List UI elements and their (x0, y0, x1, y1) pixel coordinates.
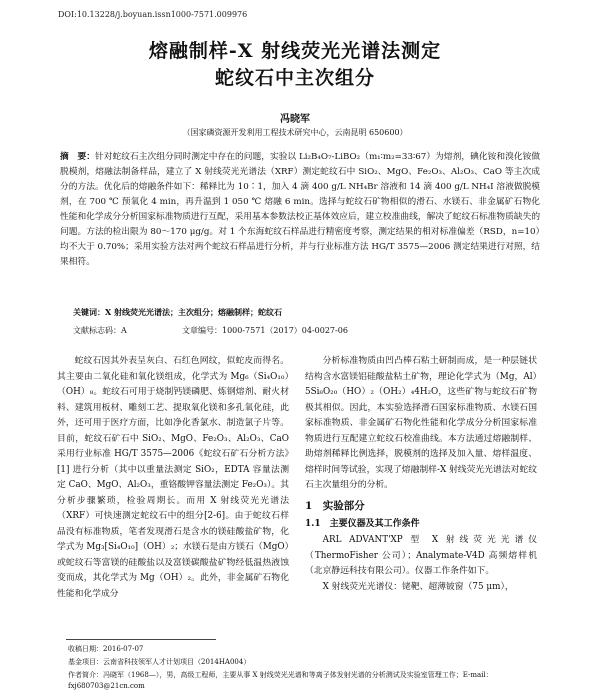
keywords: 关键词：X 射线荧光光谱法；主次组分；熔融制样；蛇纹石 (73, 307, 282, 317)
article-number: 文章编号：1000-7571（2017）04-0027-06 (182, 326, 348, 335)
abstract-label: 摘 要： (60, 152, 95, 162)
body-left-column (57, 354, 289, 602)
body-paragraph: X 射线荧光光谱仪：铑靶、超薄铍窗（75 μm）， (322, 581, 514, 592)
title-line-2: 蛇纹石中主次组分 (214, 67, 375, 89)
abstract-text: 针对蛇纹石主次组分同时测定中存在的问题，实验以 Li₂B₄O₇-LiBO₂（m₁∶m₂=33∶67）为熔剂，碘化铵和溴化铵做脱模剂，熔融法制备样品，建立了 X 射线荧光光谱法（XRF）测定蛇纹石中 SiO₂、MgO、Fe₂O₃、Al₂O₃、CaO 等主次成分的方法。优化后的熔融条件如下：稀释比为 10∶1，加入 4 滴 400 g/L NH₄Br 溶液和 14 滴 400 g/L NH₄I 溶液做脱模剂，在 700 ℃ 预氧化 4 min，再升温到 1 050 ℃ 熔融 6 min。选择与蛇纹石矿物相似的滑石、水镁石、非金属矿石物化性能和化学成分分析国家标准物质进行互配，采用基本参数法校正基体效应后，建立校准曲线，解决了蛇纹石标准物质缺失的问题。方法的检出限为 80～170 μg/g。对 1 个东海蛇纹石样品进行精密度考察，测定结果的相对标准偏差（RSD，n=10）均不大于 0.70%；采用实验方法对两个蛇纹石样品进行分析，并与行业标准方法 HG/T 3575—2006 测定结果进行对照，结果相符。 (60, 152, 541, 267)
doi-line: DOI:10.13228/j.boyuan.issn1000-7571.009976 (58, 10, 248, 19)
section-heading: 1 实验部分 (305, 499, 365, 512)
author-affiliation: （国家磷资源开发利用工程技术研究中心，云南昆明 650600） (182, 128, 408, 137)
document-code: 文献标志码：A (73, 326, 127, 335)
body-paragraph: 蛇纹石因其外表呈灰白、石红色网纹，似蛇皮而得名。其主要由二氧化硅和氧化镁组成，化学式为 Mg₆（Si₄O₁₀）（OH）₈。蛇纹石可用于烧制钙镁磷肥、炼钢熔剂、耐火材料、建筑用板材、雕刻工艺、提取氧化镁和多孔氧化硅，此外，还可用于医疗方面，比如净化香氯水、制造氯子片等。目前，蛇纹石矿石中 SiO₂、MgO、Fe₂O₃、Al₂O₃、CaO 采用行业标准 HG/T 3575—2006《蛇纹石矿石分析方法》[1] 进行分析（其中以重量法测定 SiO₂，EDTA 容量法测定 CaO、MgO、Al₂O₃，重铬酸钾容量法测定 Fe₂O₃）。其分析步骤繁琐，检验周期长。而用 X 射线荧光光谱法（XRF）可快速测定蛇纹石中的组分[2-6]。由于蛇纹石样品没有标准物质，笔者发现滑石是含水的镁硅酸盐矿物，化学式为 Mg₃[Si₄O₁₀]（OH）₂；水镁石是由方镁石（MgO）或蛇纹石等富镁的硅酸盐以及富镁碳酸盐矿物经低温热液蚀变而成，其化学式为 Mg（OH）₂。此外，非金属矿石物化性能和化学成分 (57, 356, 289, 599)
footnote-funding: 基金项目：云南省科技领军人才计划项目（2014HA004） (68, 658, 251, 666)
body-paragraph: ARL ADVANT'XP 型 X 射线荧光光谱仪（ThermoFisher 公司）；Analymate-V4D 高频熔样机（北京静远科技有限公司）。仪器工作条件如下。 (305, 535, 537, 576)
abstract (60, 150, 540, 270)
footnote-divider (66, 639, 216, 640)
footnote-author-bio: 作者简介：冯晓军（1968—），男，高级工程师，主要从事 X 射线荧光光谱和等离子体发射光谱的分析测试及实验室管理工作；E-mail：fxj680703@21cn.com (68, 671, 493, 690)
body-paragraph: 分析标准物质由凹凸棒石粘土研制而成，是一种层链状结构含水富镁铝硅酸盐粘土矿物，理论化学式为（Mg，Al）5Si₈O₂₀（HO）₂（OH₂）₄4H₂O，这些矿物与蛇纹石矿物极其相似。因此，本实验选择滑石国家标准物质、水镁石国家标准物质、非金属矿石物化性能和化学成分分析国家标准物质进行互配建立蛇纹石校准曲线。本方法通过熔融制样、助熔剂稀释比例选择，脱模剂的选择及加入量、熔样温度、熔样时间等试验，实现了熔融制样-X 射线荧光光谱法对蛇纹石主次量组分的分析。 (305, 356, 537, 490)
subsection-heading: 1.1 主要仪器及其工作条件 (305, 518, 420, 529)
body-right-column (305, 354, 537, 595)
author-name: 冯晓军 (280, 114, 310, 125)
footnote-received-date: 收稿日期：2016-07-07 (68, 645, 144, 653)
title-line-1: 熔融制样-X 射线荧光光谱法测定 (148, 40, 442, 62)
